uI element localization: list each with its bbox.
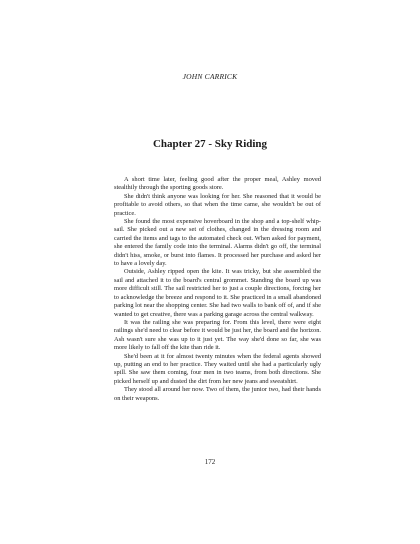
chapter-body xyxy=(114,176,321,403)
paragraph: She didn't think anyone was looking for her. She reasoned that it would be profitable to avoid others, so that when the time came, she wouldn't be out of practice. xyxy=(114,192,321,217)
running-head: JOHN CARRICK xyxy=(182,72,238,81)
paragraph: A short time later, feeling good after the proper meal, Ashley moved stealthily through the sporting goods store. xyxy=(114,176,321,192)
page-number: 172 xyxy=(204,458,216,466)
paragraph: She'd been at it for almost twenty minutes when the federal agents showed up, putting an end to her practice. They waited until she had a particularly ugly spill. She saw them coming, four men in two teams, from both directions. She picked herself up and dusted the dirt from her new jeans and sweatshirt. xyxy=(114,352,321,385)
paragraph: It was the railing she was preparing for. From this level, there were eight railings she'd need to clear before it would be just her, the board and the horizon. Ash wasn't sure she was up to it just yet. The way she'd done so far, she was more likely to fall off the kite than ride it. xyxy=(114,318,321,352)
paragraph: Outside, Ashley ripped open the kite. It was tricky, but she assembled the sail and attached it to the board's central grommet. Standing the board up was more difficult still. The sail restricted her to just a couple directions, forcing her to acknowledge the breeze and respond to it. She practiced in a small abandoned parking lot near the shopping center. She had two walls to bank off of, and if she wanted to get creative, there was a parking garage across the central walkway. xyxy=(114,268,321,318)
paragraph: They stood all around her now. Two of them, the junior two, had their hands on their weapons. xyxy=(114,386,321,402)
chapter-title: Chapter 27 - Sky Riding xyxy=(152,138,268,150)
paragraph: She found the most expensive hoverboard in the shop and a top-shelf whip-sail. She picked out a new set of clothes, changed in the dressing room and carried the items and tags to the automated check out. When asked for payment, she entered the family code into the terminal. Alarms didn't go off, the terminal didn't hiss, smoke, or burst into flames. It processed her purchase and asked her to have a lovely day. xyxy=(114,218,321,268)
